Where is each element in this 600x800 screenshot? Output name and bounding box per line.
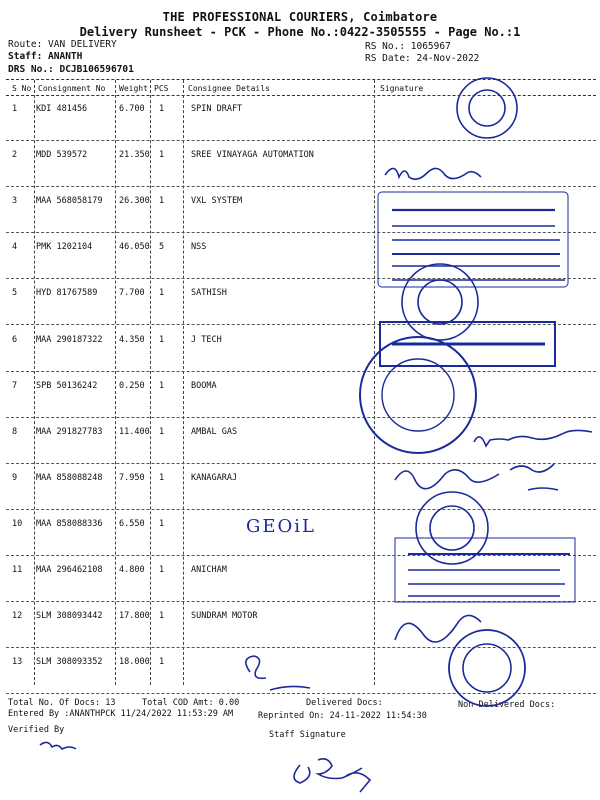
row-consignee: BOOMA [191,380,217,391]
total-cod: Total COD Amt: 0.00 [142,698,240,708]
route-label: Route: VAN DELIVERY [8,39,117,50]
row-consignment-no: MAA 291827783 [36,426,103,437]
table-row [0,373,600,418]
row-weight: 21.350 [119,150,150,161]
row-sno: 7 [12,380,18,391]
delivered-docs: Delivered Docs: [306,698,383,708]
signature-verified-by [40,742,76,749]
row-consignment-no: MAA 568058179 [36,196,103,207]
row-sno: 6 [12,334,18,345]
row-pcs: 1 [159,657,165,668]
signature-staff [294,759,370,792]
table-row [0,603,600,648]
row-pcs: 1 [159,611,165,622]
row-sno: 2 [12,150,18,161]
row-weight: 0.250 [119,380,145,391]
row-weight: 26.300 [119,196,150,207]
table-row [0,419,600,464]
row-weight: 46.050 [119,242,150,253]
row-weight: 7.700 [119,288,145,299]
table-row [0,465,600,510]
row-divider [6,555,596,556]
col-consignment: Consignment No [38,84,106,93]
table-row [0,142,600,187]
row-divider [6,601,596,602]
row-consignment-no: SLM 308093352 [36,657,103,668]
row-consignee: NSS [191,242,207,253]
row-pcs: 1 [159,518,165,529]
row-consignee: KANAGARAJ [191,472,238,483]
row-sno: 3 [12,196,18,207]
col-weight: Weight [119,84,148,93]
row-consignment-no: MAA 858088248 [36,472,103,483]
row-consignee: AMBAL GAS [191,426,238,437]
verified-by: Verified By [8,725,65,735]
row-consignment-no: SLM 308093442 [36,611,103,622]
row-divider [6,371,596,372]
row-divider [6,140,596,141]
row-weight: 6.550 [119,518,145,529]
table-row [0,188,600,233]
row-pcs: 5 [159,242,165,253]
drs-number: DRS No.: DCJB106596701 [8,64,134,75]
row-divider [6,324,596,325]
row-divider [6,693,596,694]
row-divider [6,463,596,464]
row-divider [6,647,596,648]
row-consignee: SREE VINAYAGA AUTOMATION [191,150,314,161]
company-title: THE PROFESSIONAL COURIERS, Coimbatore [162,10,438,24]
row-consignee: SUNDRAM MOTOR [191,611,258,622]
row-pcs: 1 [159,196,165,207]
row-sno: 1 [12,104,18,114]
row-sno: 4 [12,242,18,253]
row-divider [6,509,596,510]
row-weight: 6.700 [119,104,145,114]
col-pcs: PCS [154,84,169,93]
row-consignment-no: MDD 539572 [36,150,88,161]
row-divider [6,186,596,187]
staff-signature-label: Staff Signature [269,730,346,740]
header-rule-top [6,79,596,80]
runsheet-subtitle: Delivery Runsheet - PCK - Phone No.:0422-3505555 - Page No.:1 [79,25,521,39]
row-divider [6,232,596,233]
row-consignment-no: PMK 1202104 [36,242,93,253]
row-weight: 4.800 [119,565,145,575]
row-consignment-no: SPB 50136242 [36,380,98,391]
table-row [0,649,600,694]
row-sno: 10 [12,518,23,529]
row-divider [6,417,596,418]
row-sno: 11 [12,565,23,575]
table-row [0,96,600,141]
row-consignee: VXL SYSTEM [191,196,243,207]
row-sno: 13 [12,657,23,668]
staff-label: Staff: ANANTH [8,51,83,62]
row-weight: 18.000 [119,657,150,668]
row-consignee: J TECH [191,334,222,345]
row-consignment-no: HYD 81767589 [36,288,98,299]
non-delivered-docs: Non Delivered Docs: [458,700,556,710]
row-weight: 7.950 [119,472,145,483]
row-consignment-no: MAA 290187322 [36,334,103,345]
row-sno: 8 [12,426,18,437]
table-row [0,280,600,325]
total-docs: Total No. Of Docs: 13 [8,698,116,708]
row-pcs: 1 [159,288,165,299]
table-row [0,234,600,279]
row-pcs: 1 [159,565,165,575]
rs-date: RS Date: 24-Nov-2022 [365,53,480,64]
row-pcs: 1 [159,472,165,483]
row-divider [6,278,596,279]
handwritten-geoil: GEOiL [246,516,316,537]
row-pcs: 1 [159,380,165,391]
row-consignee: SATHISH [191,288,227,299]
col-sno: S No [12,84,32,93]
row-consignee: SPIN DRAFT [191,104,243,114]
rs-number: RS No.: 1065967 [365,41,451,52]
row-consignment-no: MAA 858088336 [36,518,103,529]
row-weight: 17.800 [119,611,150,622]
row-consignment-no: KDI 481456 [36,104,88,114]
row-pcs: 1 [159,426,165,437]
row-sno: 12 [12,611,23,622]
row-pcs: 1 [159,150,165,161]
row-sno: 5 [12,288,18,299]
row-sno: 9 [12,472,18,483]
col-signature: Signature [380,84,424,93]
entered-by: Entered By :ANANTHPCK 11/24/2022 11:53:29 AM [8,709,234,719]
row-pcs: 1 [159,334,165,345]
row-consignment-no: MAA 296462108 [36,565,103,575]
col-consignee: Consignee Details [188,84,270,93]
row-consignee: ANICHAM [191,565,227,575]
row-pcs: 1 [159,104,165,114]
table-row [0,557,600,602]
row-weight: 11.400 [119,426,150,437]
reprinted-on: Reprinted On: 24-11-2022 11:54:30 [258,711,427,721]
table-row [0,327,600,372]
row-weight: 4.350 [119,334,145,345]
